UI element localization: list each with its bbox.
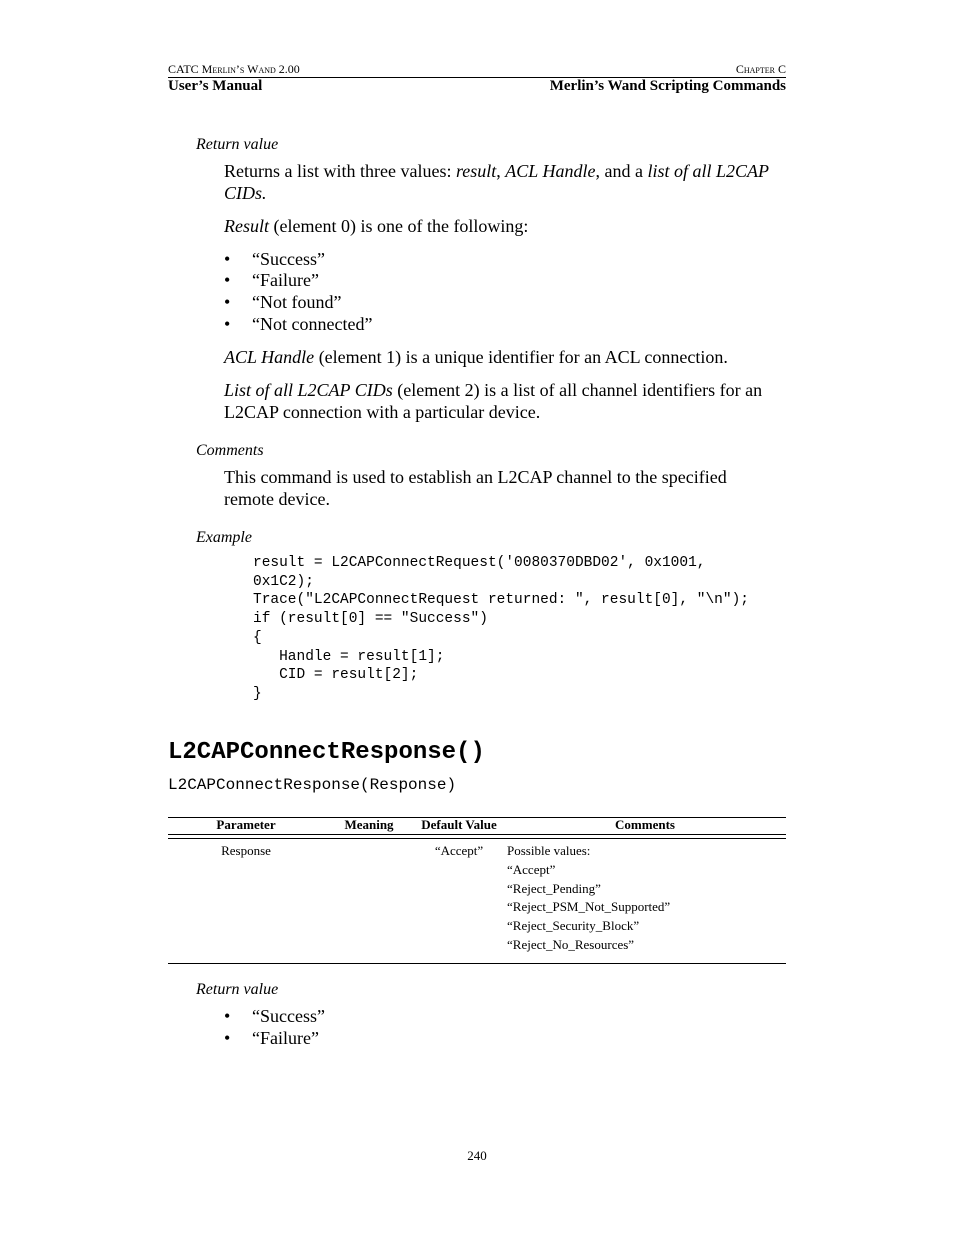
comment-line: “Accept” bbox=[507, 861, 556, 877]
table-cell-comments bbox=[507, 842, 670, 955]
table-bottom-rule bbox=[168, 963, 786, 964]
comment-line: Possible values: bbox=[507, 843, 591, 858]
code-line: result = L2CAPConnectRequest('0080370DBD02', 0x1001, bbox=[253, 555, 706, 571]
code-block bbox=[253, 554, 749, 704]
function-signature: L2CAPConnectResponse(Response) bbox=[168, 776, 457, 794]
header-chapter: Chapter C bbox=[735, 62, 786, 76]
return-value-label: Return value bbox=[196, 136, 279, 153]
code-line: } bbox=[253, 685, 262, 702]
table-header-meaning: Meaning bbox=[344, 817, 394, 832]
header-product: CATC Merlin’s Wand 2.00 bbox=[168, 62, 300, 76]
code-line: Handle = result[1]; bbox=[253, 648, 445, 665]
table-header-rule bbox=[168, 834, 786, 835]
result-description: Result (element 0) is one of the following: bbox=[224, 216, 529, 236]
table-header-default-value: Default Value bbox=[421, 817, 497, 832]
table-header-rule bbox=[168, 838, 786, 839]
example-label: Example bbox=[196, 529, 252, 546]
code-line: CID = result[2]; bbox=[253, 667, 419, 684]
comment-line: “Reject_Pending” bbox=[507, 880, 601, 896]
page-number: 240 bbox=[467, 1148, 487, 1163]
code-line: { bbox=[253, 629, 262, 646]
comments-text: This command is used to establish an L2CAP channel to the specified remote device. bbox=[224, 467, 727, 509]
code-line: Trace("L2CAPConnectRequest returned: ", result[0], "\n"); bbox=[253, 592, 749, 609]
return-value-label: Return value bbox=[196, 981, 279, 998]
comment-line: “Reject_PSM_Not_Supported” bbox=[507, 899, 671, 915]
comment-line: “Reject_No_Resources” bbox=[507, 936, 635, 952]
return-value-intro: Returns a list with three values: result, ACL Handle, and a list of all L2CAP CIDs. bbox=[224, 161, 769, 203]
comments-label: Comments bbox=[196, 442, 264, 459]
table-header-parameter: Parameter bbox=[216, 817, 276, 832]
acl-handle-description: ACL Handle (element 1) is a unique identifier for an ACL connection. bbox=[224, 347, 728, 367]
cid-list-description: List of all L2CAP CIDs (element 2) is a list of all channel identifiers for an L2CAP connection with a particular device. bbox=[224, 380, 763, 422]
code-line: 0x1C2); bbox=[253, 573, 314, 590]
header-section: Merlin’s Wand Scripting Commands bbox=[549, 78, 786, 94]
comment-line: “Reject_Security_Block” bbox=[507, 918, 640, 934]
table-cell-default-value: “Accept” bbox=[434, 843, 484, 858]
table-header-comments: Comments bbox=[615, 817, 675, 832]
code-line: if (result[0] == "Success") bbox=[253, 611, 488, 628]
section-title: L2CAPConnectResponse() bbox=[168, 739, 485, 766]
header-manual: User’s Manual bbox=[168, 78, 263, 94]
table-cell-parameter: Response bbox=[221, 843, 271, 858]
